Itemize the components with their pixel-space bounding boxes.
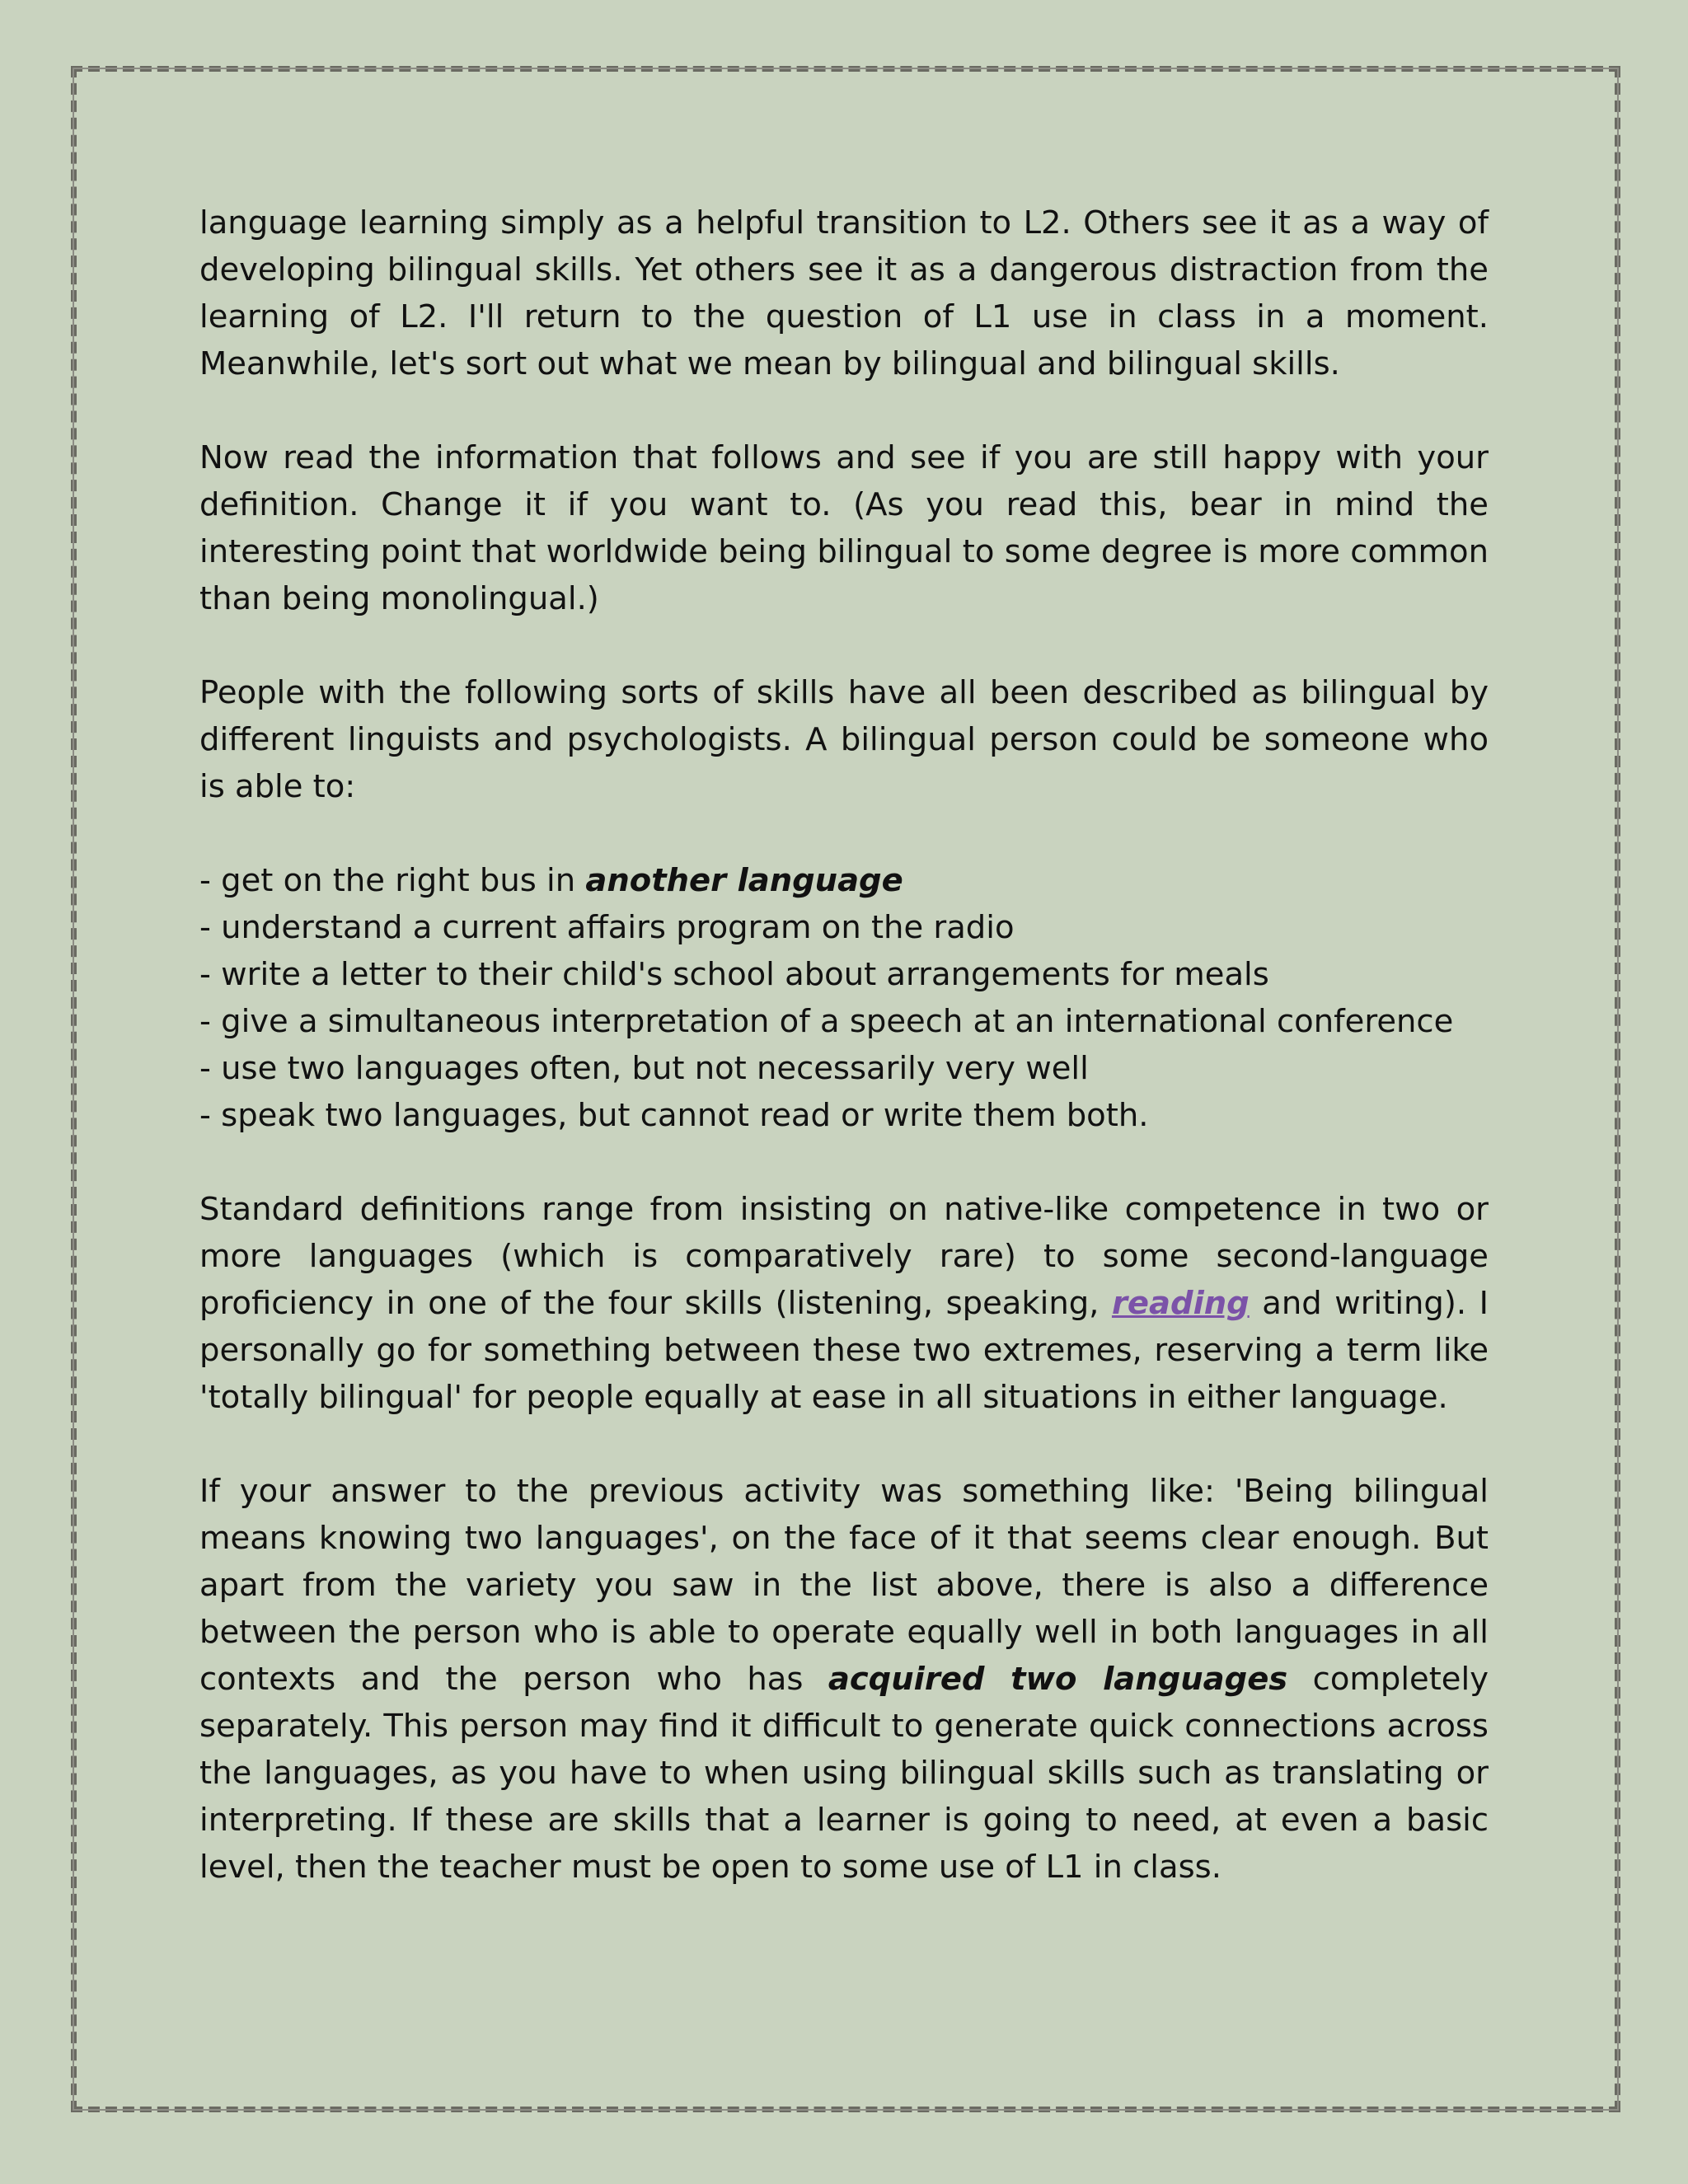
bilingual-skills-list	[199, 857, 1489, 1139]
final-text-before: If your answer to the previous activity was something like: 'Being bilingual means knowing two languages', on the face of it that seems clear enough. But apart from the variety you saw in the list above, there is also a difference between the person who is able to operate equally well in both languages in all contexts and the person who has	[199, 1473, 1489, 1698]
emphasis-acquired-two-languages: acquired two languages	[828, 1661, 1288, 1698]
paragraph-final	[199, 1468, 1489, 1891]
list-item: - understand a current affairs program on the radio	[199, 909, 1015, 946]
final-text-after: completely separately. This person may find it difficult to generate quick connections across the languages, as you have to when using bilingual skills such as translating or interpreting. If these are skills that a learner is going to need, at even a basic level, then the teacher must be open to some use of L1 in class.	[199, 1661, 1489, 1886]
document-body	[199, 199, 1489, 1891]
list-item: - use two languages often, but not necessarily very well	[199, 1050, 1089, 1087]
list-item: - write a letter to their child's school about arrangements for meals	[199, 956, 1269, 993]
list-item	[199, 857, 1489, 904]
paragraph-definitions	[199, 1186, 1489, 1421]
paragraph-intro: language learning simply as a helpful transition to L2. Others see it as a way of developing bilingual skills. Yet others see it as a dangerous distraction from the learning of L2. I'll return to the question of L1 use in class in a moment. Meanwhile, let's sort out what we mean by bilingual and bilingual skills.	[199, 204, 1489, 382]
list-item: - speak two languages, but cannot read or write them both.	[199, 1097, 1149, 1134]
paragraph-list-lead: People with the following sorts of skills have all been described as bilingual by different linguists and psychologists. A bilingual person could be someone who is able to:	[199, 674, 1489, 805]
definitions-text-before: Standard definitions range from insisting on native-like competence in two or more languages (which is comparatively rare) to some second-language proficiency in one of the four skills (listening, speaking,	[199, 1191, 1489, 1322]
list-item: - give a simultaneous interpretation of a speech at an international conference	[199, 1003, 1454, 1040]
list-item-text: - get on the right bus in	[199, 862, 586, 899]
definitions-text-after: and writing). I personally go for something between these two extremes, reserving a term like 'totally bilingual' for people equally at ease in all situations in either language.	[199, 1285, 1489, 1416]
paragraph-instructions: Now read the information that follows and see if you are still happy with your definition. Change it if you want to. (As you read this, bear in mind the interesting point that worldwide being bilingual to some degree is more common than being monolingual.)	[199, 439, 1489, 617]
reading-link[interactable]: reading	[1111, 1285, 1250, 1322]
emphasis-another-language: another language	[585, 862, 903, 899]
